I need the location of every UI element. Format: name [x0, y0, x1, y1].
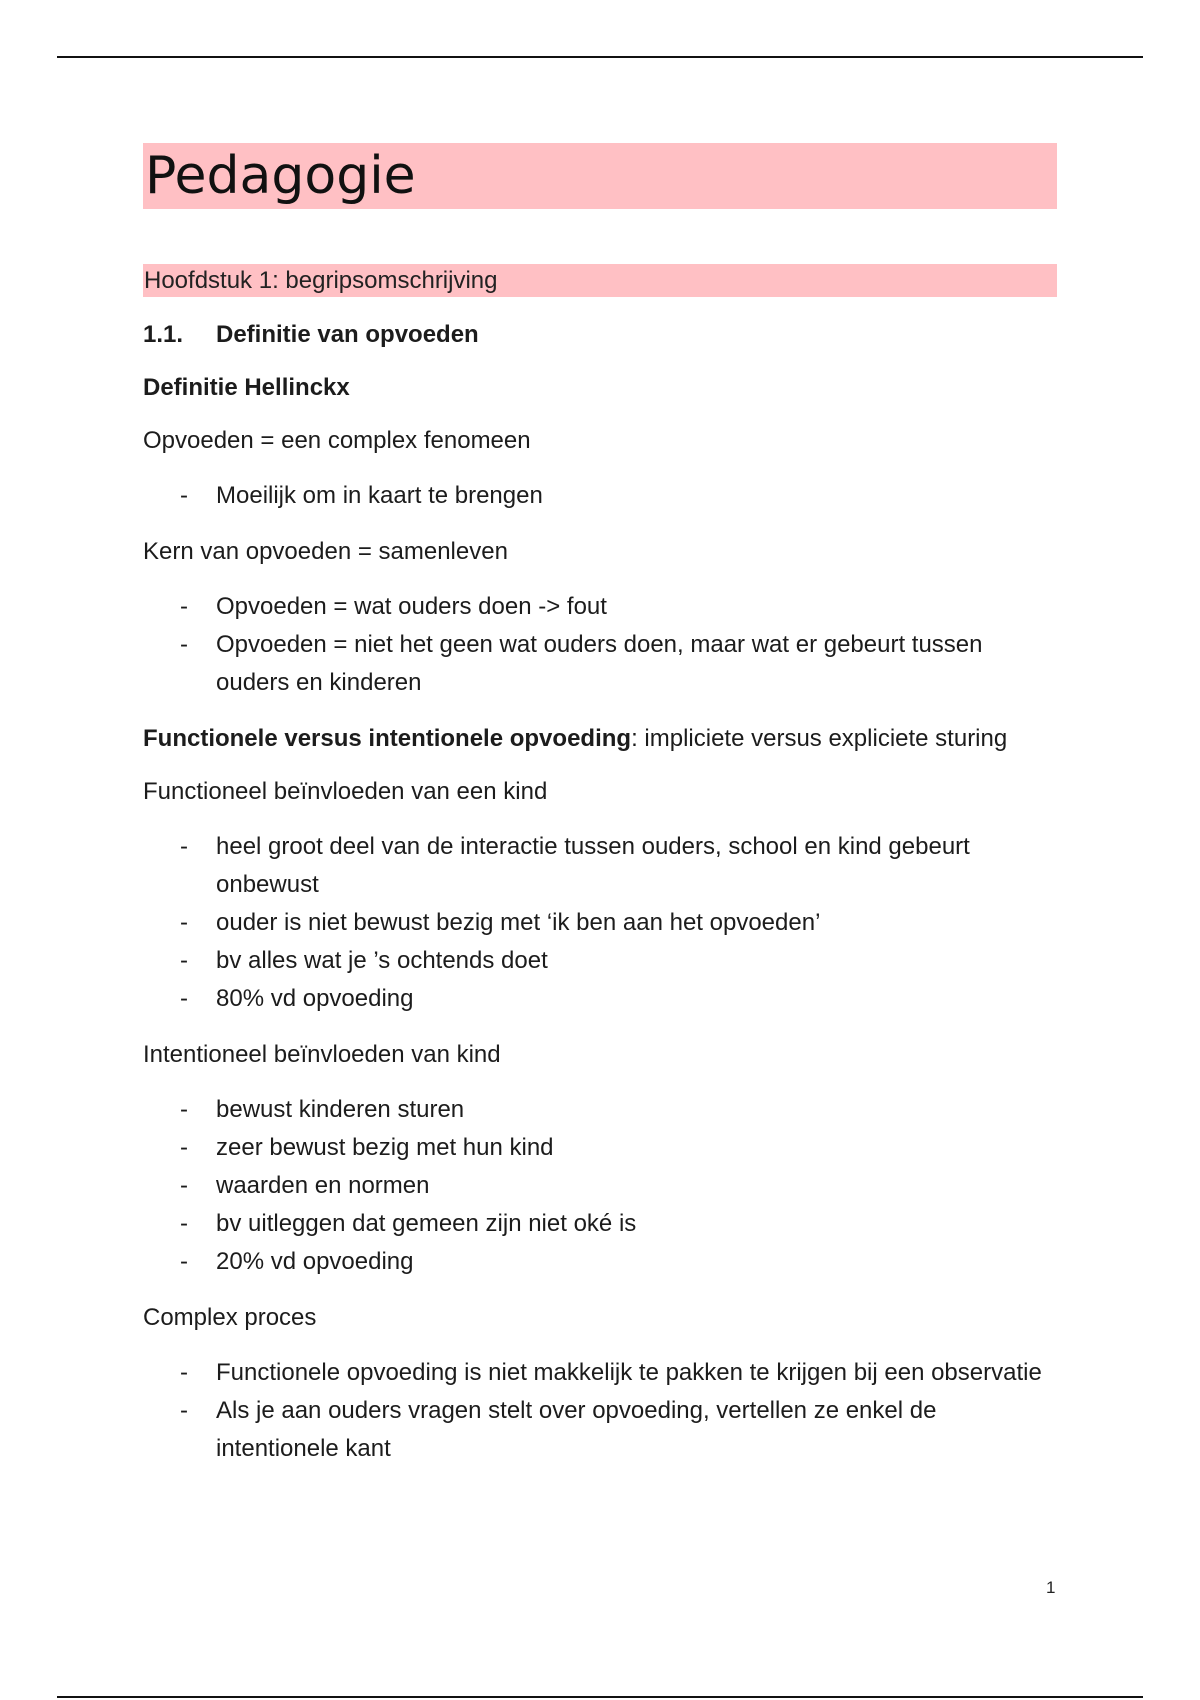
list-item: - bewust kinderen sturen — [143, 1091, 1057, 1129]
paragraph: Complex proces — [143, 1304, 317, 1331]
bullet-list — [143, 477, 1057, 515]
paragraph: Kern van opvoeden = samenleven — [143, 538, 508, 565]
title-highlight — [143, 143, 1057, 209]
paragraph: Functionele versus intentionele opvoeding: impliciete versus expliciete sturing — [143, 725, 1008, 752]
dash-bullet: - — [180, 1096, 188, 1123]
list-item: - waarden en normen — [143, 1167, 1057, 1205]
section-number: 1.1. — [143, 321, 184, 348]
section-heading — [143, 319, 1057, 351]
chapter-highlight — [143, 264, 1057, 297]
dash-bullet: - — [180, 1359, 188, 1386]
dash-bullet: - — [180, 985, 188, 1012]
paragraph: Opvoeden = een complex fenomeen — [143, 427, 531, 454]
subheading: Definitie Hellinckx — [143, 374, 350, 401]
page-content — [143, 143, 1057, 1468]
list-item: - Moeilijk om in kaart te brengen — [143, 477, 1057, 515]
list-item: - 20% vd opvoeding — [143, 1243, 1057, 1281]
list-item: - zeer bewust bezig met hun kind — [143, 1129, 1057, 1167]
bullet-list — [143, 588, 1057, 702]
list-item: - bv uitleggen dat gemeen zijn niet oké is — [143, 1205, 1057, 1243]
bold-term: Functionele versus intentionele opvoeding — [143, 725, 632, 752]
dash-bullet: - — [180, 631, 188, 658]
list-item: - 80% vd opvoeding — [143, 980, 1057, 1018]
header-rule — [57, 56, 1143, 58]
list-item: - Als je aan ouders vragen stelt over opvoeding, vertellen ze enkel de intentionele kant — [143, 1392, 1057, 1468]
footer-rule — [57, 1696, 1143, 1698]
dash-bullet: - — [180, 909, 188, 936]
list-item: - heel groot deel van de interactie tussen ouders, school en kind gebeurt onbewust — [143, 828, 1057, 904]
dash-bullet: - — [180, 1210, 188, 1237]
dash-bullet: - — [180, 482, 188, 509]
page-number: 1 — [1046, 1578, 1056, 1597]
bullet-list — [143, 1354, 1057, 1468]
list-item: - ouder is niet bewust bezig met ‘ik ben aan het opvoeden’ — [143, 904, 1057, 942]
bullet-list — [143, 828, 1057, 1018]
list-item: - Functionele opvoeding is niet makkelijk te pakken te krijgen bij een observatie — [143, 1354, 1057, 1392]
list-item: - Opvoeden = niet het geen wat ouders doen, maar wat er gebeurt tussen ouders en kinderen — [143, 626, 1057, 702]
section-title: Definitie van opvoeden — [216, 321, 479, 348]
bullet-list — [143, 1091, 1057, 1281]
dash-bullet: - — [180, 1397, 188, 1424]
paragraph: Intentioneel beïnvloeden van kind — [143, 1041, 501, 1068]
dash-bullet: - — [180, 833, 188, 860]
dash-bullet: - — [180, 1134, 188, 1161]
dash-bullet: - — [180, 593, 188, 620]
chapter-heading: Hoofdstuk 1: begripsomschrijving — [144, 266, 498, 294]
list-item: - bv alles wat je ’s ochtends doet — [143, 942, 1057, 980]
dash-bullet: - — [180, 947, 188, 974]
list-item: - Opvoeden = wat ouders doen -> fout — [143, 588, 1057, 626]
document-title: Pedagogie — [145, 146, 416, 206]
paragraph: Functioneel beïnvloeden van een kind — [143, 778, 548, 805]
dash-bullet: - — [180, 1248, 188, 1275]
dash-bullet: - — [180, 1172, 188, 1199]
